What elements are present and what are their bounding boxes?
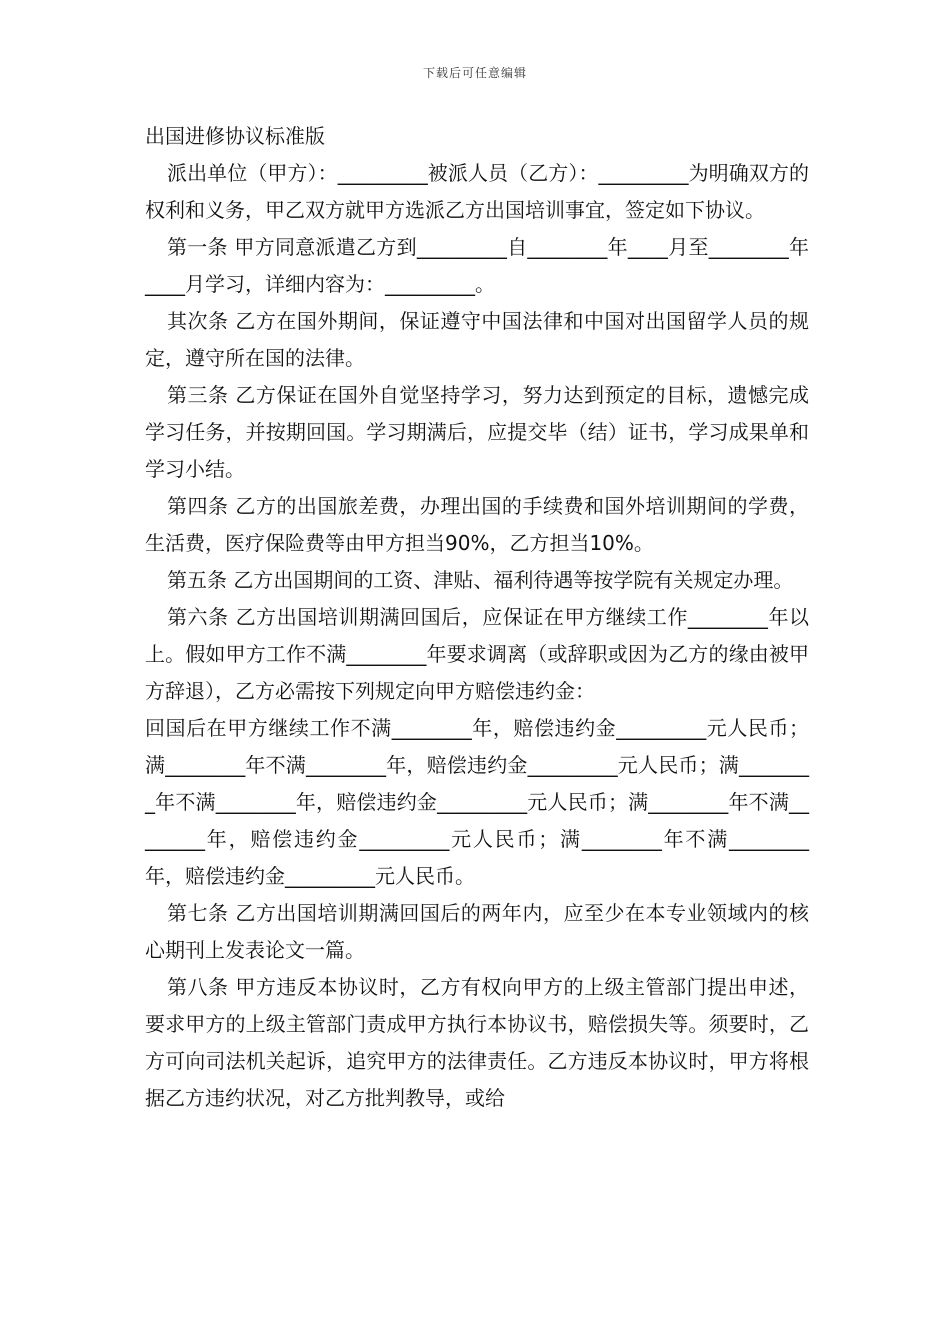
document-body	[145, 118, 809, 1117]
paragraph-article-2: 其次条 乙方在国外期间，保证遵守中国法律和中国对出国留学人员的规定，遵守所在国的法律。	[145, 309, 809, 370]
paragraph-parties: 派出单位（甲方）：_________被派人员（乙方）：_________为明确双方的权利和义务，甲乙双方就甲方选派乙方出国培训事宜，签定如下协议。	[145, 161, 809, 222]
paragraph-article-3: 第三条 乙方保证在国外自觉坚持学习，努力达到预定的目标，遗憾完成学习任务，并按期回国。学习期满后，应提交毕（结）证书，学习成果单和学习小结。	[145, 383, 809, 481]
paragraph-article-5: 第五条 乙方出国期间的工资、津贴、福利待遇等按学院有关规定办理。	[167, 568, 794, 592]
paragraph-penalty-schedule: 回国后在甲方继续工作不满________年，赔偿违约金_________元人民币；满________年不满________年，赔偿违约金_________元人民币；满________年不满________年，赔偿违约金_________元人民币；满________年不满________年，赔偿违约金_________元人民币；满________年不满________年，赔偿违约金_________元人民币。	[145, 716, 809, 888]
paragraph-article-6: 第六条 乙方出国培训期满回国后，应保证在甲方继续工作________年以上。假如甲方工作不满________年要求调离（或辞职或因为乙方的缘由被甲方辞退），乙方必需按下列规定向甲方赔偿违约金：	[145, 605, 809, 703]
page-header: 下载后可任意编辑	[422, 66, 527, 80]
paragraph-article-8: 第八条 甲方违反本协议时，乙方有权向甲方的上级主管部门提出申述，要求甲方的上级主管部门责成甲方执行本协议书，赔偿损失等。须要时，乙方可向司法机关起诉，追究甲方的法律责任。乙方违反本协议时，甲方将根据乙方违约状况，对乙方批判教导，或给	[145, 975, 809, 1110]
paragraph-article-1: 第一条 甲方同意派遣乙方到_________自________年____月至________年____月学习，详细内容为：_________。	[145, 235, 809, 296]
document-title: 出国进修协议标准版	[145, 124, 325, 148]
paragraph-article-4: 第四条 乙方的出国旅差费，办理出国的手续费和国外培训期间的学费，生活费，医疗保险费等由甲方担当90%，乙方担当10%。	[145, 494, 809, 555]
paragraph-article-7: 第七条 乙方出国培训期满回国后的两年内，应至少在本专业领域内的核心期刊上发表论文一篇。	[145, 901, 809, 962]
